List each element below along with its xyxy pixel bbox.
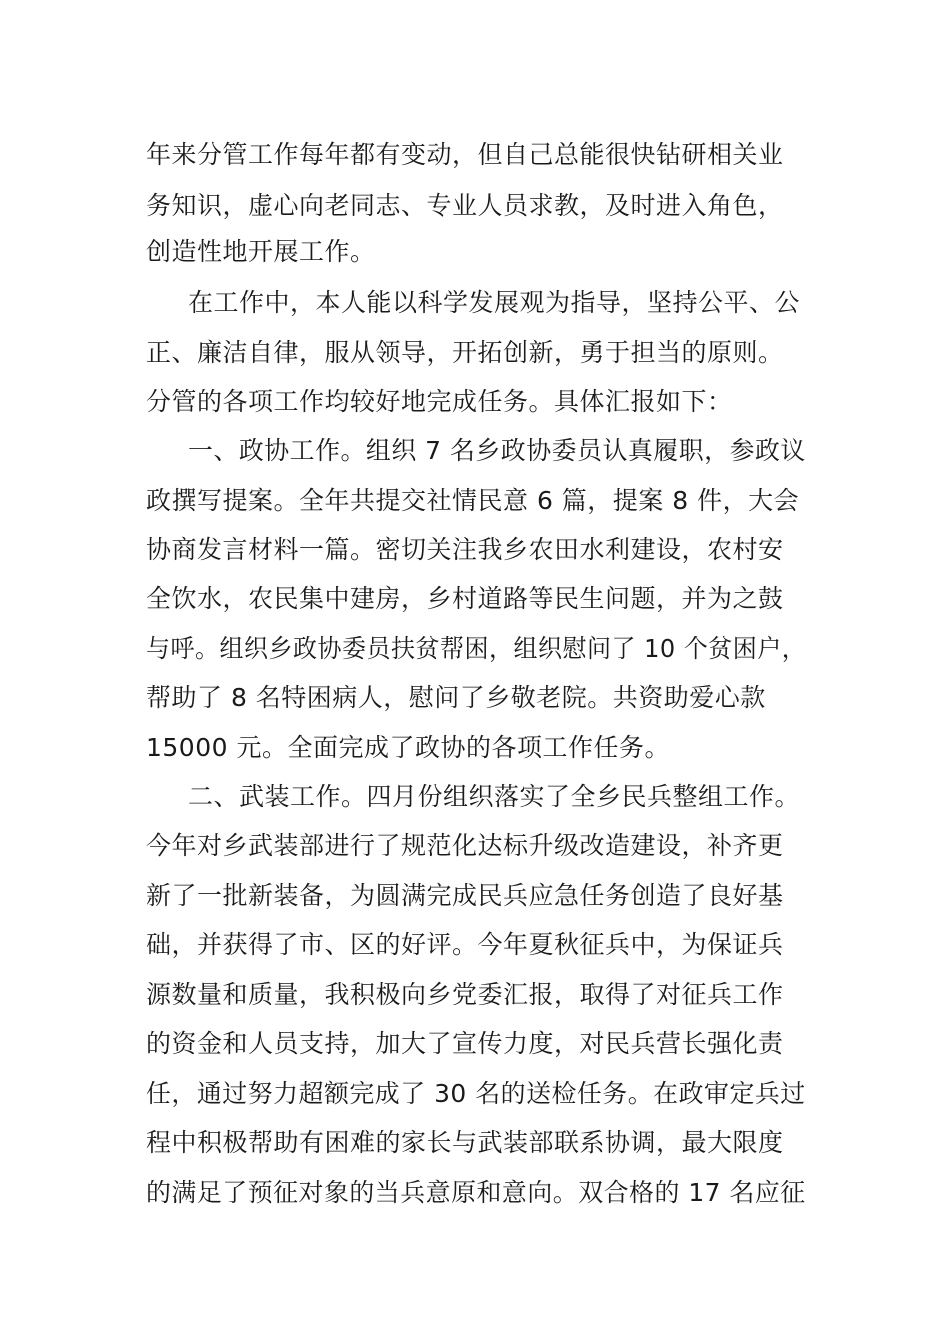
text-line: 的满足了预征对象的当兵意原和意向。双合格的 17 名应征: [146, 1178, 806, 1207]
text-line: 任，通过努力超额完成了 30 名的送检任务。在政审定兵过: [146, 1079, 806, 1108]
text-line: 础，并获得了市、区的好评。今年夏秋征兵中，为保证兵: [146, 930, 784, 959]
text-line: 政撰写提案。全年共提交社情民意 6 篇，提案 8 件，大会: [146, 486, 800, 515]
text-line: 正、廉洁自律，服从领导，开拓创新，勇于担当的原则。: [146, 338, 784, 367]
text-line: 新了一批新装备，为圆满完成民兵应急任务创造了良好基: [146, 881, 784, 910]
text-line: 今年对乡武装部进行了规范化达标升级改造建设，补齐更: [146, 831, 784, 860]
text-line: 分管的各项工作均较好地完成任务。具体汇报如下：: [146, 387, 733, 416]
paragraph-start-line: 在工作中，本人能以科学发展观为指导，坚持公平、公: [188, 288, 801, 317]
text-line: 协商发言材料一篇。密切关注我乡农田水利建设，农村安: [146, 535, 784, 564]
paragraph-start-line: 一、政协工作。组织 7 名乡政协委员认真履职，参政议: [188, 436, 806, 465]
text-line: 15000 元。全面完成了政协的各项工作任务。: [146, 733, 670, 762]
text-line: 创造性地开展工作。: [146, 237, 376, 266]
text-line: 与呼。组织乡政协委员扶贫帮困，组织慰问了 10 个贫困户，: [146, 634, 807, 663]
text-line: 年来分管工作每年都有变动，但自己总能很快钻研相关业: [146, 140, 784, 169]
paragraph-start-line: 二、武装工作。四月份组织落实了全乡民兵整组工作。: [188, 782, 801, 811]
text-line: 源数量和质量，我积极向乡党委汇报，取得了对征兵工作: [146, 980, 784, 1009]
text-line: 的资金和人员支持，加大了宣传力度，对民兵营长强化责: [146, 1029, 784, 1058]
text-line: 帮助了 8 名特困病人，慰问了乡敬老院。共资助爱心款: [146, 683, 766, 712]
text-line: 务知识，虚心向老同志、专业人员求教，及时进入角色，: [146, 191, 784, 220]
text-line: 全饮水，农民集中建房，乡村道路等民生问题，并为之鼓: [146, 584, 784, 613]
text-line: 程中积极帮助有困难的家长与武装部联系协调，最大限度: [146, 1128, 784, 1157]
